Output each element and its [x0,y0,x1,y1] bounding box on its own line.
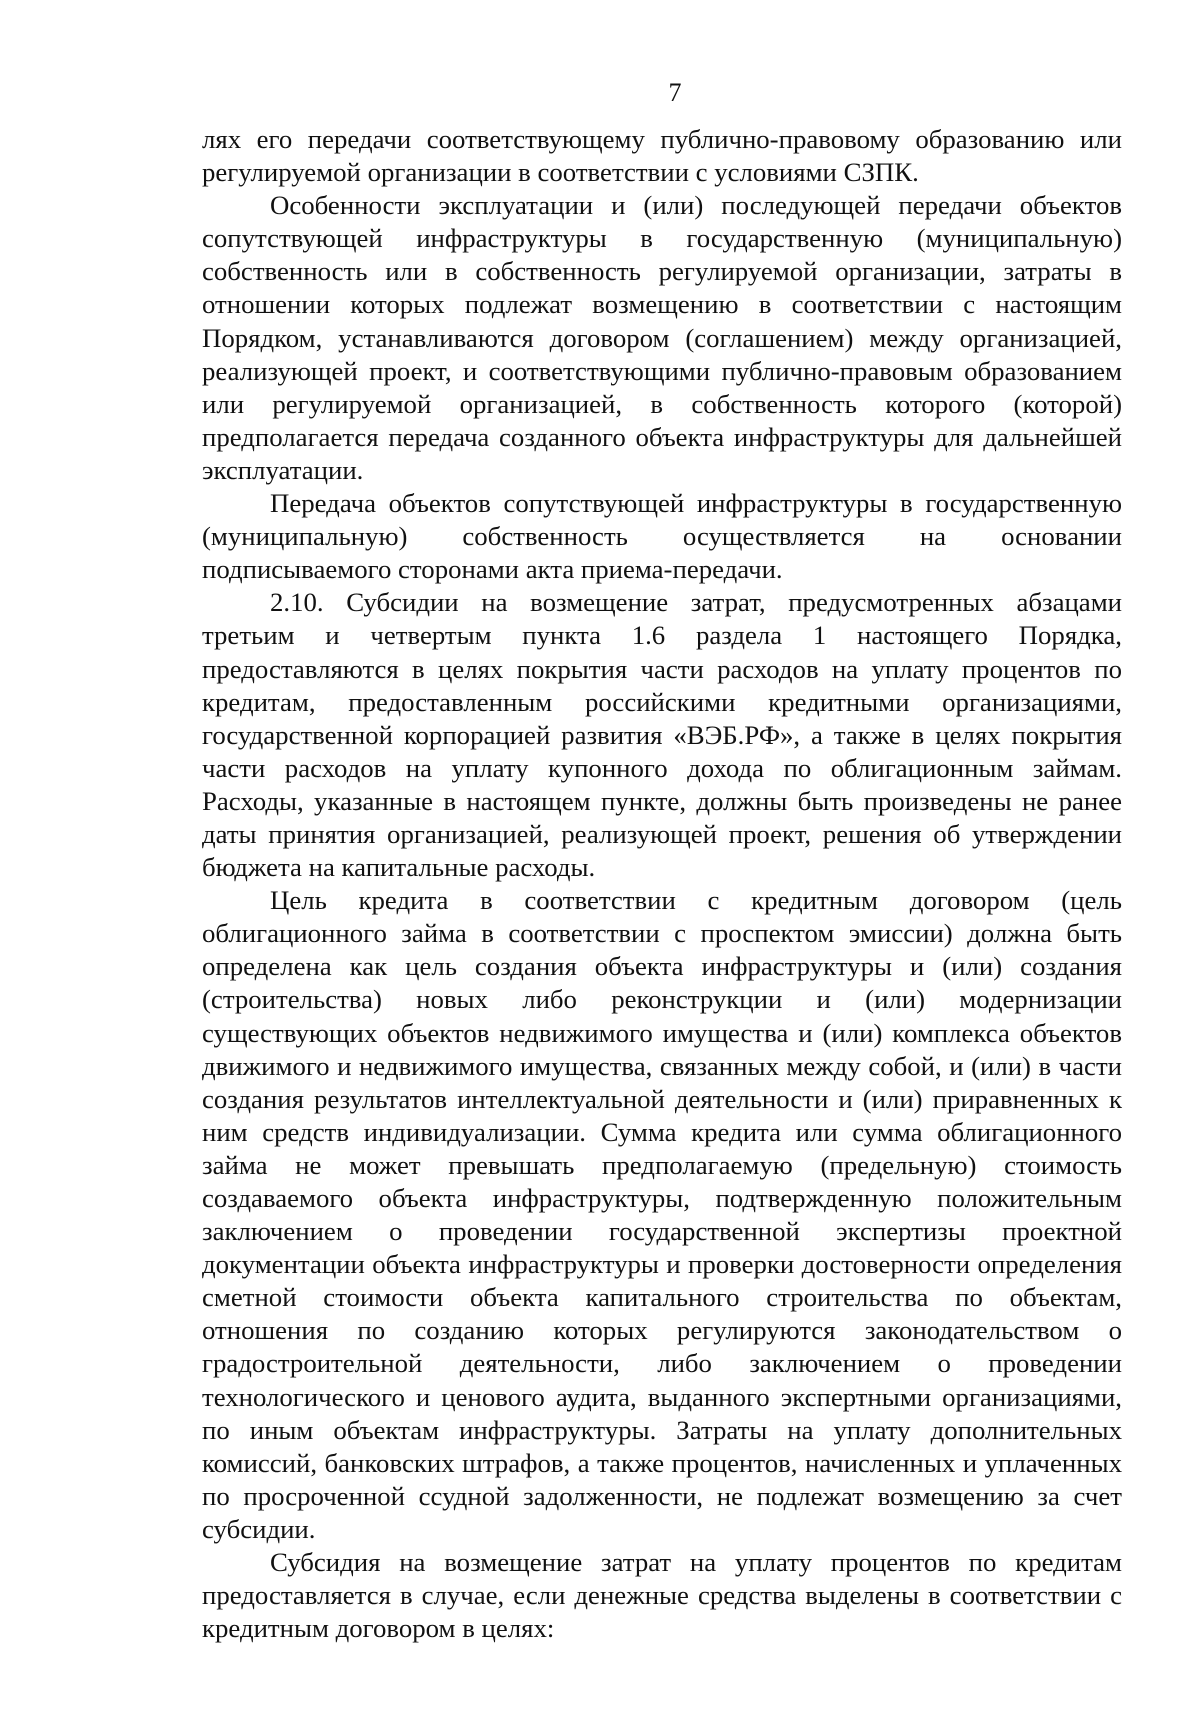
document-body [202,123,1122,1645]
paragraph-credit-purpose: Цель кредита в соответствии с кредитным договором (цель облигационного займа в соответствии с проспектом эмиссии) должна быть определена как цель создания объекта инфраструктуры и (или) создания (строительства) новых либо реконструкции и (или) модернизации существующих объектов недвижимого имущества и (или) комплекса объектов движимого и недвижимого имущества, связанных между собой, и (или) в части создания результатов интеллектуальной деятельности и (или) приравненных к ним средств индивидуализации. Сумма кредита или сумма облигационного займа не может превышать предполагаемую (предельную) стоимость создаваемого объекта инфраструктуры, подтвержденную положительным заключением о проведении государственной экспертизы проектной документации объекта инфраструктуры и проверки достоверности определения сметной стоимости объекта капитального строительства по объектам, отношения по созданию которых регулируются законодательством о градостроительной деятельности, либо заключением о проведении технологического и ценового аудита, выданного экспертными организациями, по иным объектам инфраструктуры. Затраты на уплату дополнительных комиссий, банковских штрафов, а также процентов, начисленных и уплаченных по просроченной ссудной задолженности, не подлежат возмещению за счет субсидии. [202,885,1122,1544]
page-number: 7 [668,78,682,107]
paragraph-continuation: лях его передачи соответствующему публично-правовому образованию или регулируемой организации в соответствии с условиями СЗПК. [202,124,1122,188]
paragraph-clause-2-10: 2.10. Субсидии на возмещение затрат, предусмотренных абзацами третьим и четвертым пункта 1.6 раздела 1 настоящего Порядка, предоставляются в целях покрытия части расходов на уплату процентов по кредитам, предоставленным российскими кредитными организациями, государственной корпорацией развития «ВЭБ.РФ», а также в целях покрытия части расходов на уплату купонного дохода по облигационным займам. Расходы, указанные в настоящем пункте, должны быть произведены не ранее даты принятия организацией, реализующей проект, решения об утверждении бюджета на капитальные расходы. [202,587,1122,883]
paragraph-infrastructure-operation: Особенности эксплуатации и (или) последующей передачи объектов сопутствующей инфраструктуры в государственную (муниципальную) собственность или в собственность регулируемой организации, затраты в отношении которых подлежат возмещению в соответствии с настоящим Порядком, устанавливаются договором (соглашением) между организацией, реализующей проект, и соответствующими публично-правовым образованием или регулируемой организацией, в собственность которого (которой) предполагается передача созданного объекта инфраструктуры для дальнейшей эксплуатации. [202,190,1122,485]
paragraph-subsidy-conditions: Субсидия на возмещение затрат на уплату процентов по кредитам предоставляется в случае, если денежные средства выделены в соответствии с кредитным договором в целях: [202,1547,1122,1644]
paragraph-infrastructure-transfer: Передача объектов сопутствующей инфраструктуры в государственную (муниципальную) собственность осуществляется на основании подписываемого сторонами акта приема-передачи. [202,488,1122,585]
